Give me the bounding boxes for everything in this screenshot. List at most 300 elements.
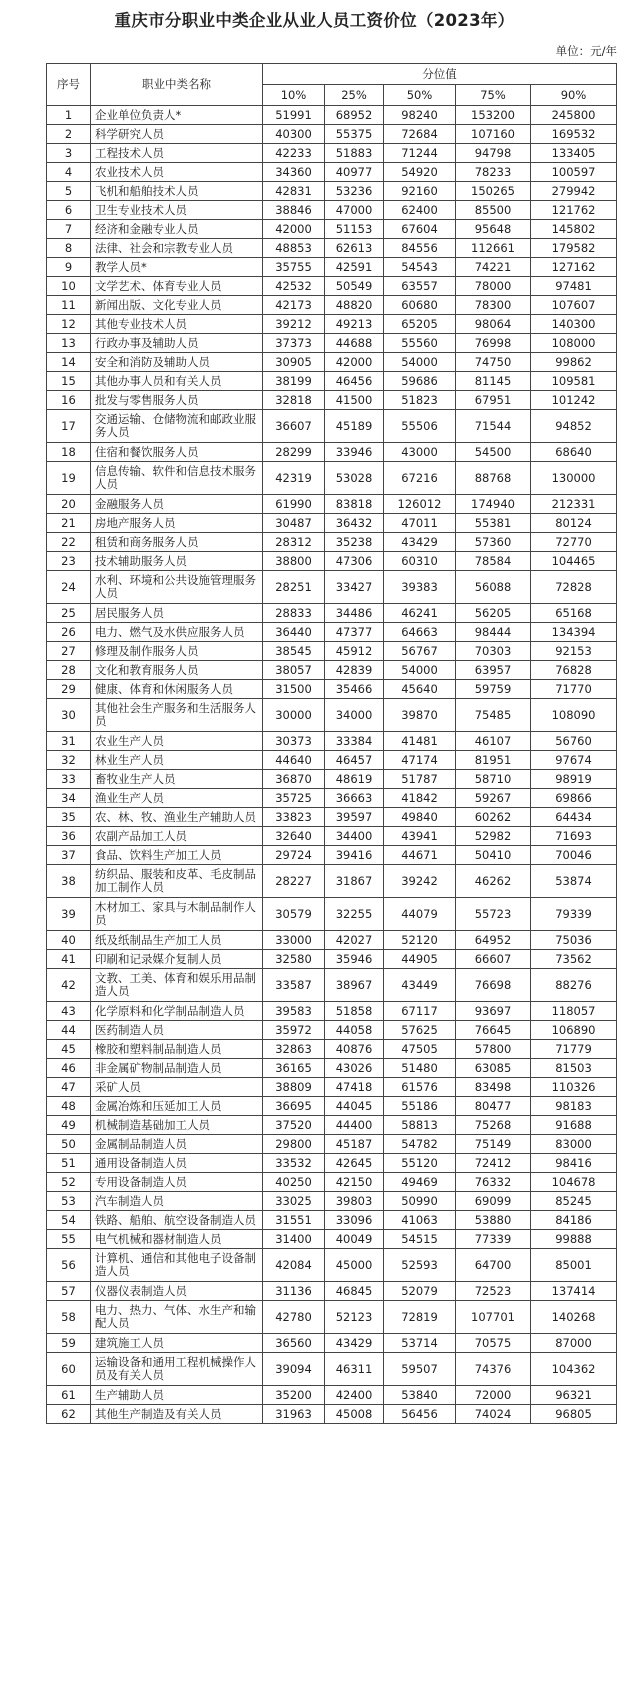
- cell-p25: 53028: [325, 462, 384, 495]
- cell-p25: 40876: [325, 1040, 384, 1059]
- table-row: [47, 732, 617, 751]
- table-row: [47, 931, 617, 950]
- cell-p10: 39094: [263, 1353, 325, 1386]
- cell-p75: 55723: [456, 898, 531, 931]
- table-body: [47, 106, 617, 1424]
- cell-p90: 133405: [531, 144, 617, 163]
- cell-name: 建筑施工人员: [91, 1334, 263, 1353]
- cell-p90: 71770: [531, 680, 617, 699]
- cell-p25: 33096: [325, 1211, 384, 1230]
- table-row: [47, 751, 617, 770]
- cell-p90: 179582: [531, 239, 617, 258]
- cell-p75: 88768: [456, 462, 531, 495]
- cell-p10: 38199: [263, 372, 325, 391]
- cell-p25: 46457: [325, 751, 384, 770]
- cell-p90: 71779: [531, 1040, 617, 1059]
- table-row: [47, 1078, 617, 1097]
- cell-p25: 33946: [325, 443, 384, 462]
- cell-p50: 126012: [384, 495, 456, 514]
- table-row: [47, 808, 617, 827]
- cell-no: 15: [47, 372, 91, 391]
- cell-no: 61: [47, 1386, 91, 1405]
- cell-p10: 35725: [263, 789, 325, 808]
- cell-p10: 32580: [263, 950, 325, 969]
- cell-p75: 64952: [456, 931, 531, 950]
- cell-p50: 56767: [384, 642, 456, 661]
- table-row: [47, 846, 617, 865]
- cell-p10: 33587: [263, 969, 325, 1002]
- cell-p50: 72819: [384, 1301, 456, 1334]
- cell-name: 铁路、船舶、航空设备制造人员: [91, 1211, 263, 1230]
- table-row: [47, 334, 617, 353]
- cell-p90: 100597: [531, 163, 617, 182]
- table-row: [47, 410, 617, 443]
- table-row: [47, 495, 617, 514]
- cell-p25: 42150: [325, 1173, 384, 1192]
- cell-p10: 36695: [263, 1097, 325, 1116]
- cell-name: 卫生专业技术人员: [91, 201, 263, 220]
- cell-p25: 53236: [325, 182, 384, 201]
- cell-p10: 35972: [263, 1021, 325, 1040]
- cell-p10: 39212: [263, 315, 325, 334]
- cell-name: 文学艺术、体育专业人员: [91, 277, 263, 296]
- table-row: [47, 106, 617, 125]
- table-row: [47, 642, 617, 661]
- cell-p90: 108090: [531, 699, 617, 732]
- table-row: [47, 1135, 617, 1154]
- cell-p75: 66607: [456, 950, 531, 969]
- cell-p10: 30373: [263, 732, 325, 751]
- cell-p90: 169532: [531, 125, 617, 144]
- cell-no: 54: [47, 1211, 91, 1230]
- cell-p90: 134394: [531, 623, 617, 642]
- cell-no: 51: [47, 1154, 91, 1173]
- cell-p25: 43429: [325, 1334, 384, 1353]
- cell-name: 渔业生产人员: [91, 789, 263, 808]
- header-no: 序号: [47, 64, 91, 106]
- cell-p75: 107701: [456, 1301, 531, 1334]
- cell-p75: 74750: [456, 353, 531, 372]
- cell-p25: 40049: [325, 1230, 384, 1249]
- cell-p10: 36870: [263, 770, 325, 789]
- cell-no: 26: [47, 623, 91, 642]
- cell-name: 畜牧业生产人员: [91, 770, 263, 789]
- table-row: [47, 220, 617, 239]
- cell-p10: 30487: [263, 514, 325, 533]
- cell-p90: 101242: [531, 391, 617, 410]
- table-row: [47, 661, 617, 680]
- cell-p75: 71544: [456, 410, 531, 443]
- header-p90: 90%: [531, 85, 617, 106]
- cell-p10: 42532: [263, 277, 325, 296]
- cell-p50: 98240: [384, 106, 456, 125]
- table-row: [47, 950, 617, 969]
- cell-no: 30: [47, 699, 91, 732]
- cell-p25: 39416: [325, 846, 384, 865]
- cell-p10: 35200: [263, 1386, 325, 1405]
- table-row: [47, 239, 617, 258]
- cell-p25: 68952: [325, 106, 384, 125]
- cell-no: 6: [47, 201, 91, 220]
- cell-p10: 33025: [263, 1192, 325, 1211]
- cell-p25: 51858: [325, 1002, 384, 1021]
- cell-no: 60: [47, 1353, 91, 1386]
- cell-p50: 55506: [384, 410, 456, 443]
- cell-p90: 80124: [531, 514, 617, 533]
- cell-p50: 65205: [384, 315, 456, 334]
- cell-p90: 108000: [531, 334, 617, 353]
- cell-p10: 38057: [263, 661, 325, 680]
- cell-name: 食品、饮料生产加工人员: [91, 846, 263, 865]
- cell-no: 20: [47, 495, 91, 514]
- cell-no: 57: [47, 1282, 91, 1301]
- cell-p10: 33532: [263, 1154, 325, 1173]
- cell-no: 23: [47, 552, 91, 571]
- cell-no: 37: [47, 846, 91, 865]
- cell-name: 金属制品制造人员: [91, 1135, 263, 1154]
- cell-name: 交通运输、仓储物流和邮政业服务人员: [91, 410, 263, 443]
- cell-p50: 41481: [384, 732, 456, 751]
- cell-p90: 76828: [531, 661, 617, 680]
- cell-name: 安全和消防及辅助人员: [91, 353, 263, 372]
- cell-p90: 70046: [531, 846, 617, 865]
- cell-p75: 78584: [456, 552, 531, 571]
- table-row: [47, 462, 617, 495]
- cell-p25: 34000: [325, 699, 384, 732]
- cell-p25: 34486: [325, 604, 384, 623]
- cell-p10: 36440: [263, 623, 325, 642]
- cell-p10: 28833: [263, 604, 325, 623]
- cell-p50: 71244: [384, 144, 456, 163]
- cell-p50: 41063: [384, 1211, 456, 1230]
- table-row: [47, 898, 617, 931]
- cell-name: 其他社会生产服务和生活服务人员: [91, 699, 263, 732]
- cell-no: 41: [47, 950, 91, 969]
- cell-name: 金属冶炼和压延加工人员: [91, 1097, 263, 1116]
- table-row: [47, 315, 617, 334]
- cell-name: 健康、体育和休闲服务人员: [91, 680, 263, 699]
- cell-p25: 34400: [325, 827, 384, 846]
- cell-p90: 72828: [531, 571, 617, 604]
- cell-p75: 77339: [456, 1230, 531, 1249]
- cell-no: 56: [47, 1249, 91, 1282]
- cell-p50: 67604: [384, 220, 456, 239]
- cell-p50: 92160: [384, 182, 456, 201]
- cell-name: 电力、热力、气体、水生产和输配人员: [91, 1301, 263, 1334]
- cell-p75: 60262: [456, 808, 531, 827]
- cell-p50: 54515: [384, 1230, 456, 1249]
- cell-p50: 55120: [384, 1154, 456, 1173]
- cell-p75: 59267: [456, 789, 531, 808]
- cell-p75: 78233: [456, 163, 531, 182]
- cell-p10: 42831: [263, 182, 325, 201]
- table-row: [47, 1059, 617, 1078]
- cell-p10: 42233: [263, 144, 325, 163]
- cell-p10: 29800: [263, 1135, 325, 1154]
- table-header: [47, 64, 617, 106]
- header-percentile-group: 分位值: [263, 64, 617, 85]
- cell-p10: 33823: [263, 808, 325, 827]
- cell-p75: 70575: [456, 1334, 531, 1353]
- cell-p10: 31500: [263, 680, 325, 699]
- table-row: [47, 514, 617, 533]
- cell-p50: 51480: [384, 1059, 456, 1078]
- cell-no: 3: [47, 144, 91, 163]
- cell-no: 43: [47, 1002, 91, 1021]
- table-row: [47, 680, 617, 699]
- cell-no: 52: [47, 1173, 91, 1192]
- cell-p10: 40250: [263, 1173, 325, 1192]
- cell-no: 45: [47, 1040, 91, 1059]
- cell-p75: 63957: [456, 661, 531, 680]
- cell-p75: 50410: [456, 846, 531, 865]
- cell-p75: 150265: [456, 182, 531, 201]
- cell-p75: 153200: [456, 106, 531, 125]
- cell-p50: 44671: [384, 846, 456, 865]
- table-row: [47, 1021, 617, 1040]
- cell-p75: 54500: [456, 443, 531, 462]
- cell-p75: 98444: [456, 623, 531, 642]
- cell-p10: 31136: [263, 1282, 325, 1301]
- cell-name: 木材加工、家具与木制品制作人员: [91, 898, 263, 931]
- cell-p25: 42000: [325, 353, 384, 372]
- cell-p25: 41500: [325, 391, 384, 410]
- cell-p75: 76645: [456, 1021, 531, 1040]
- cell-name: 农业生产人员: [91, 732, 263, 751]
- cell-no: 8: [47, 239, 91, 258]
- cell-p25: 48820: [325, 296, 384, 315]
- cell-no: 14: [47, 353, 91, 372]
- cell-p10: 35755: [263, 258, 325, 277]
- cell-p90: 245800: [531, 106, 617, 125]
- cell-p50: 54782: [384, 1135, 456, 1154]
- cell-name: 文化和教育服务人员: [91, 661, 263, 680]
- cell-p10: 33000: [263, 931, 325, 950]
- table-row: [47, 1386, 617, 1405]
- table-row: [47, 125, 617, 144]
- cell-p25: 48619: [325, 770, 384, 789]
- cell-p90: 130000: [531, 462, 617, 495]
- cell-p75: 58710: [456, 770, 531, 789]
- cell-p50: 59686: [384, 372, 456, 391]
- cell-p75: 74376: [456, 1353, 531, 1386]
- cell-name: 其他专业技术人员: [91, 315, 263, 334]
- table-row: [47, 1173, 617, 1192]
- cell-p90: 104678: [531, 1173, 617, 1192]
- cell-p10: 38800: [263, 552, 325, 571]
- cell-name: 非金属矿物制品制造人员: [91, 1059, 263, 1078]
- cell-name: 房地产服务人员: [91, 514, 263, 533]
- cell-p50: 64663: [384, 623, 456, 642]
- cell-no: 44: [47, 1021, 91, 1040]
- cell-no: 22: [47, 533, 91, 552]
- cell-p75: 72523: [456, 1282, 531, 1301]
- cell-p75: 52982: [456, 827, 531, 846]
- cell-p50: 58813: [384, 1116, 456, 1135]
- cell-p90: 97481: [531, 277, 617, 296]
- cell-p90: 85001: [531, 1249, 617, 1282]
- cell-p50: 53840: [384, 1386, 456, 1405]
- cell-p75: 63085: [456, 1059, 531, 1078]
- cell-p90: 88276: [531, 969, 617, 1002]
- cell-name: 橡胶和塑料制品制造人员: [91, 1040, 263, 1059]
- cell-p25: 43026: [325, 1059, 384, 1078]
- cell-p50: 51787: [384, 770, 456, 789]
- cell-p10: 61990: [263, 495, 325, 514]
- cell-p50: 67216: [384, 462, 456, 495]
- cell-p50: 55186: [384, 1097, 456, 1116]
- cell-p10: 51991: [263, 106, 325, 125]
- cell-name: 信息传输、软件和信息技术服务人员: [91, 462, 263, 495]
- cell-p90: 99888: [531, 1230, 617, 1249]
- cell-p90: 137414: [531, 1282, 617, 1301]
- table-row: [47, 1192, 617, 1211]
- table-row: [47, 1040, 617, 1059]
- table-row: [47, 604, 617, 623]
- cell-p50: 55560: [384, 334, 456, 353]
- cell-p50: 43941: [384, 827, 456, 846]
- cell-p50: 50990: [384, 1192, 456, 1211]
- cell-no: 27: [47, 642, 91, 661]
- cell-p25: 32255: [325, 898, 384, 931]
- cell-p90: 104362: [531, 1353, 617, 1386]
- cell-p25: 44058: [325, 1021, 384, 1040]
- cell-p50: 54543: [384, 258, 456, 277]
- cell-p25: 47377: [325, 623, 384, 642]
- cell-p50: 62400: [384, 201, 456, 220]
- cell-p25: 55375: [325, 125, 384, 144]
- cell-name: 飞机和船舶技术人员: [91, 182, 263, 201]
- cell-p10: 44640: [263, 751, 325, 770]
- cell-no: 7: [47, 220, 91, 239]
- cell-p50: 52079: [384, 1282, 456, 1301]
- cell-p50: 61576: [384, 1078, 456, 1097]
- table-row: [47, 1097, 617, 1116]
- table-row: [47, 623, 617, 642]
- cell-p75: 112661: [456, 239, 531, 258]
- cell-p10: 36607: [263, 410, 325, 443]
- cell-p25: 39597: [325, 808, 384, 827]
- cell-name: 农业技术人员: [91, 163, 263, 182]
- cell-p90: 85245: [531, 1192, 617, 1211]
- cell-p10: 38809: [263, 1078, 325, 1097]
- cell-no: 34: [47, 789, 91, 808]
- cell-p90: 65168: [531, 604, 617, 623]
- cell-no: 21: [47, 514, 91, 533]
- cell-p90: 212331: [531, 495, 617, 514]
- table-row: [47, 1211, 617, 1230]
- cell-p75: 64700: [456, 1249, 531, 1282]
- cell-p10: 42173: [263, 296, 325, 315]
- cell-p75: 46262: [456, 865, 531, 898]
- cell-p25: 47418: [325, 1078, 384, 1097]
- cell-p10: 32818: [263, 391, 325, 410]
- cell-p25: 35466: [325, 680, 384, 699]
- cell-name: 生产辅助人员: [91, 1386, 263, 1405]
- cell-name: 纺织品、服装和皮革、毛皮制品加工制作人员: [91, 865, 263, 898]
- cell-p75: 94798: [456, 144, 531, 163]
- wage-table: [46, 63, 617, 1424]
- cell-p75: 57800: [456, 1040, 531, 1059]
- table-row: [47, 1002, 617, 1021]
- cell-name: 电气机械和器材制造人员: [91, 1230, 263, 1249]
- cell-p50: 44079: [384, 898, 456, 931]
- cell-p25: 45189: [325, 410, 384, 443]
- cell-p10: 32640: [263, 827, 325, 846]
- cell-p90: 98416: [531, 1154, 617, 1173]
- table-row: [47, 144, 617, 163]
- cell-p75: 76332: [456, 1173, 531, 1192]
- cell-no: 38: [47, 865, 91, 898]
- cell-p75: 70303: [456, 642, 531, 661]
- cell-p10: 38846: [263, 201, 325, 220]
- cell-p10: 36165: [263, 1059, 325, 1078]
- cell-no: 40: [47, 931, 91, 950]
- cell-p50: 41842: [384, 789, 456, 808]
- cell-p25: 45000: [325, 1249, 384, 1282]
- cell-p50: 43449: [384, 969, 456, 1002]
- cell-no: 19: [47, 462, 91, 495]
- cell-no: 11: [47, 296, 91, 315]
- cell-p10: 31400: [263, 1230, 325, 1249]
- cell-p10: 30579: [263, 898, 325, 931]
- cell-p90: 104465: [531, 552, 617, 571]
- cell-p10: 28251: [263, 571, 325, 604]
- cell-no: 33: [47, 770, 91, 789]
- cell-name: 汽车制造人员: [91, 1192, 263, 1211]
- table-row: [47, 865, 617, 898]
- cell-p25: 33427: [325, 571, 384, 604]
- cell-p50: 52120: [384, 931, 456, 950]
- cell-p90: 97674: [531, 751, 617, 770]
- cell-name: 化学原料和化学制品制造人员: [91, 1002, 263, 1021]
- table-row: [47, 201, 617, 220]
- cell-p90: 87000: [531, 1334, 617, 1353]
- cell-p25: 31867: [325, 865, 384, 898]
- cell-p90: 98919: [531, 770, 617, 789]
- cell-p75: 75268: [456, 1116, 531, 1135]
- table-row: [47, 699, 617, 732]
- cell-p10: 28312: [263, 533, 325, 552]
- cell-p90: 109581: [531, 372, 617, 391]
- cell-no: 12: [47, 315, 91, 334]
- cell-p50: 39383: [384, 571, 456, 604]
- cell-no: 53: [47, 1192, 91, 1211]
- cell-p50: 47505: [384, 1040, 456, 1059]
- cell-p25: 45187: [325, 1135, 384, 1154]
- cell-p75: 72412: [456, 1154, 531, 1173]
- table-row: [47, 258, 617, 277]
- cell-no: 10: [47, 277, 91, 296]
- cell-p50: 52593: [384, 1249, 456, 1282]
- cell-p50: 60310: [384, 552, 456, 571]
- cell-p90: 279942: [531, 182, 617, 201]
- cell-p10: 39583: [263, 1002, 325, 1021]
- cell-name: 住宿和餐饮服务人员: [91, 443, 263, 462]
- cell-p25: 62613: [325, 239, 384, 258]
- cell-p75: 85500: [456, 201, 531, 220]
- cell-p50: 59507: [384, 1353, 456, 1386]
- cell-p75: 80477: [456, 1097, 531, 1116]
- table-row: [47, 277, 617, 296]
- cell-p10: 29724: [263, 846, 325, 865]
- cell-p50: 45640: [384, 680, 456, 699]
- cell-p50: 54920: [384, 163, 456, 182]
- cell-p75: 98064: [456, 315, 531, 334]
- header-p10: 10%: [263, 85, 325, 106]
- table-row: [47, 353, 617, 372]
- cell-p25: 33384: [325, 732, 384, 751]
